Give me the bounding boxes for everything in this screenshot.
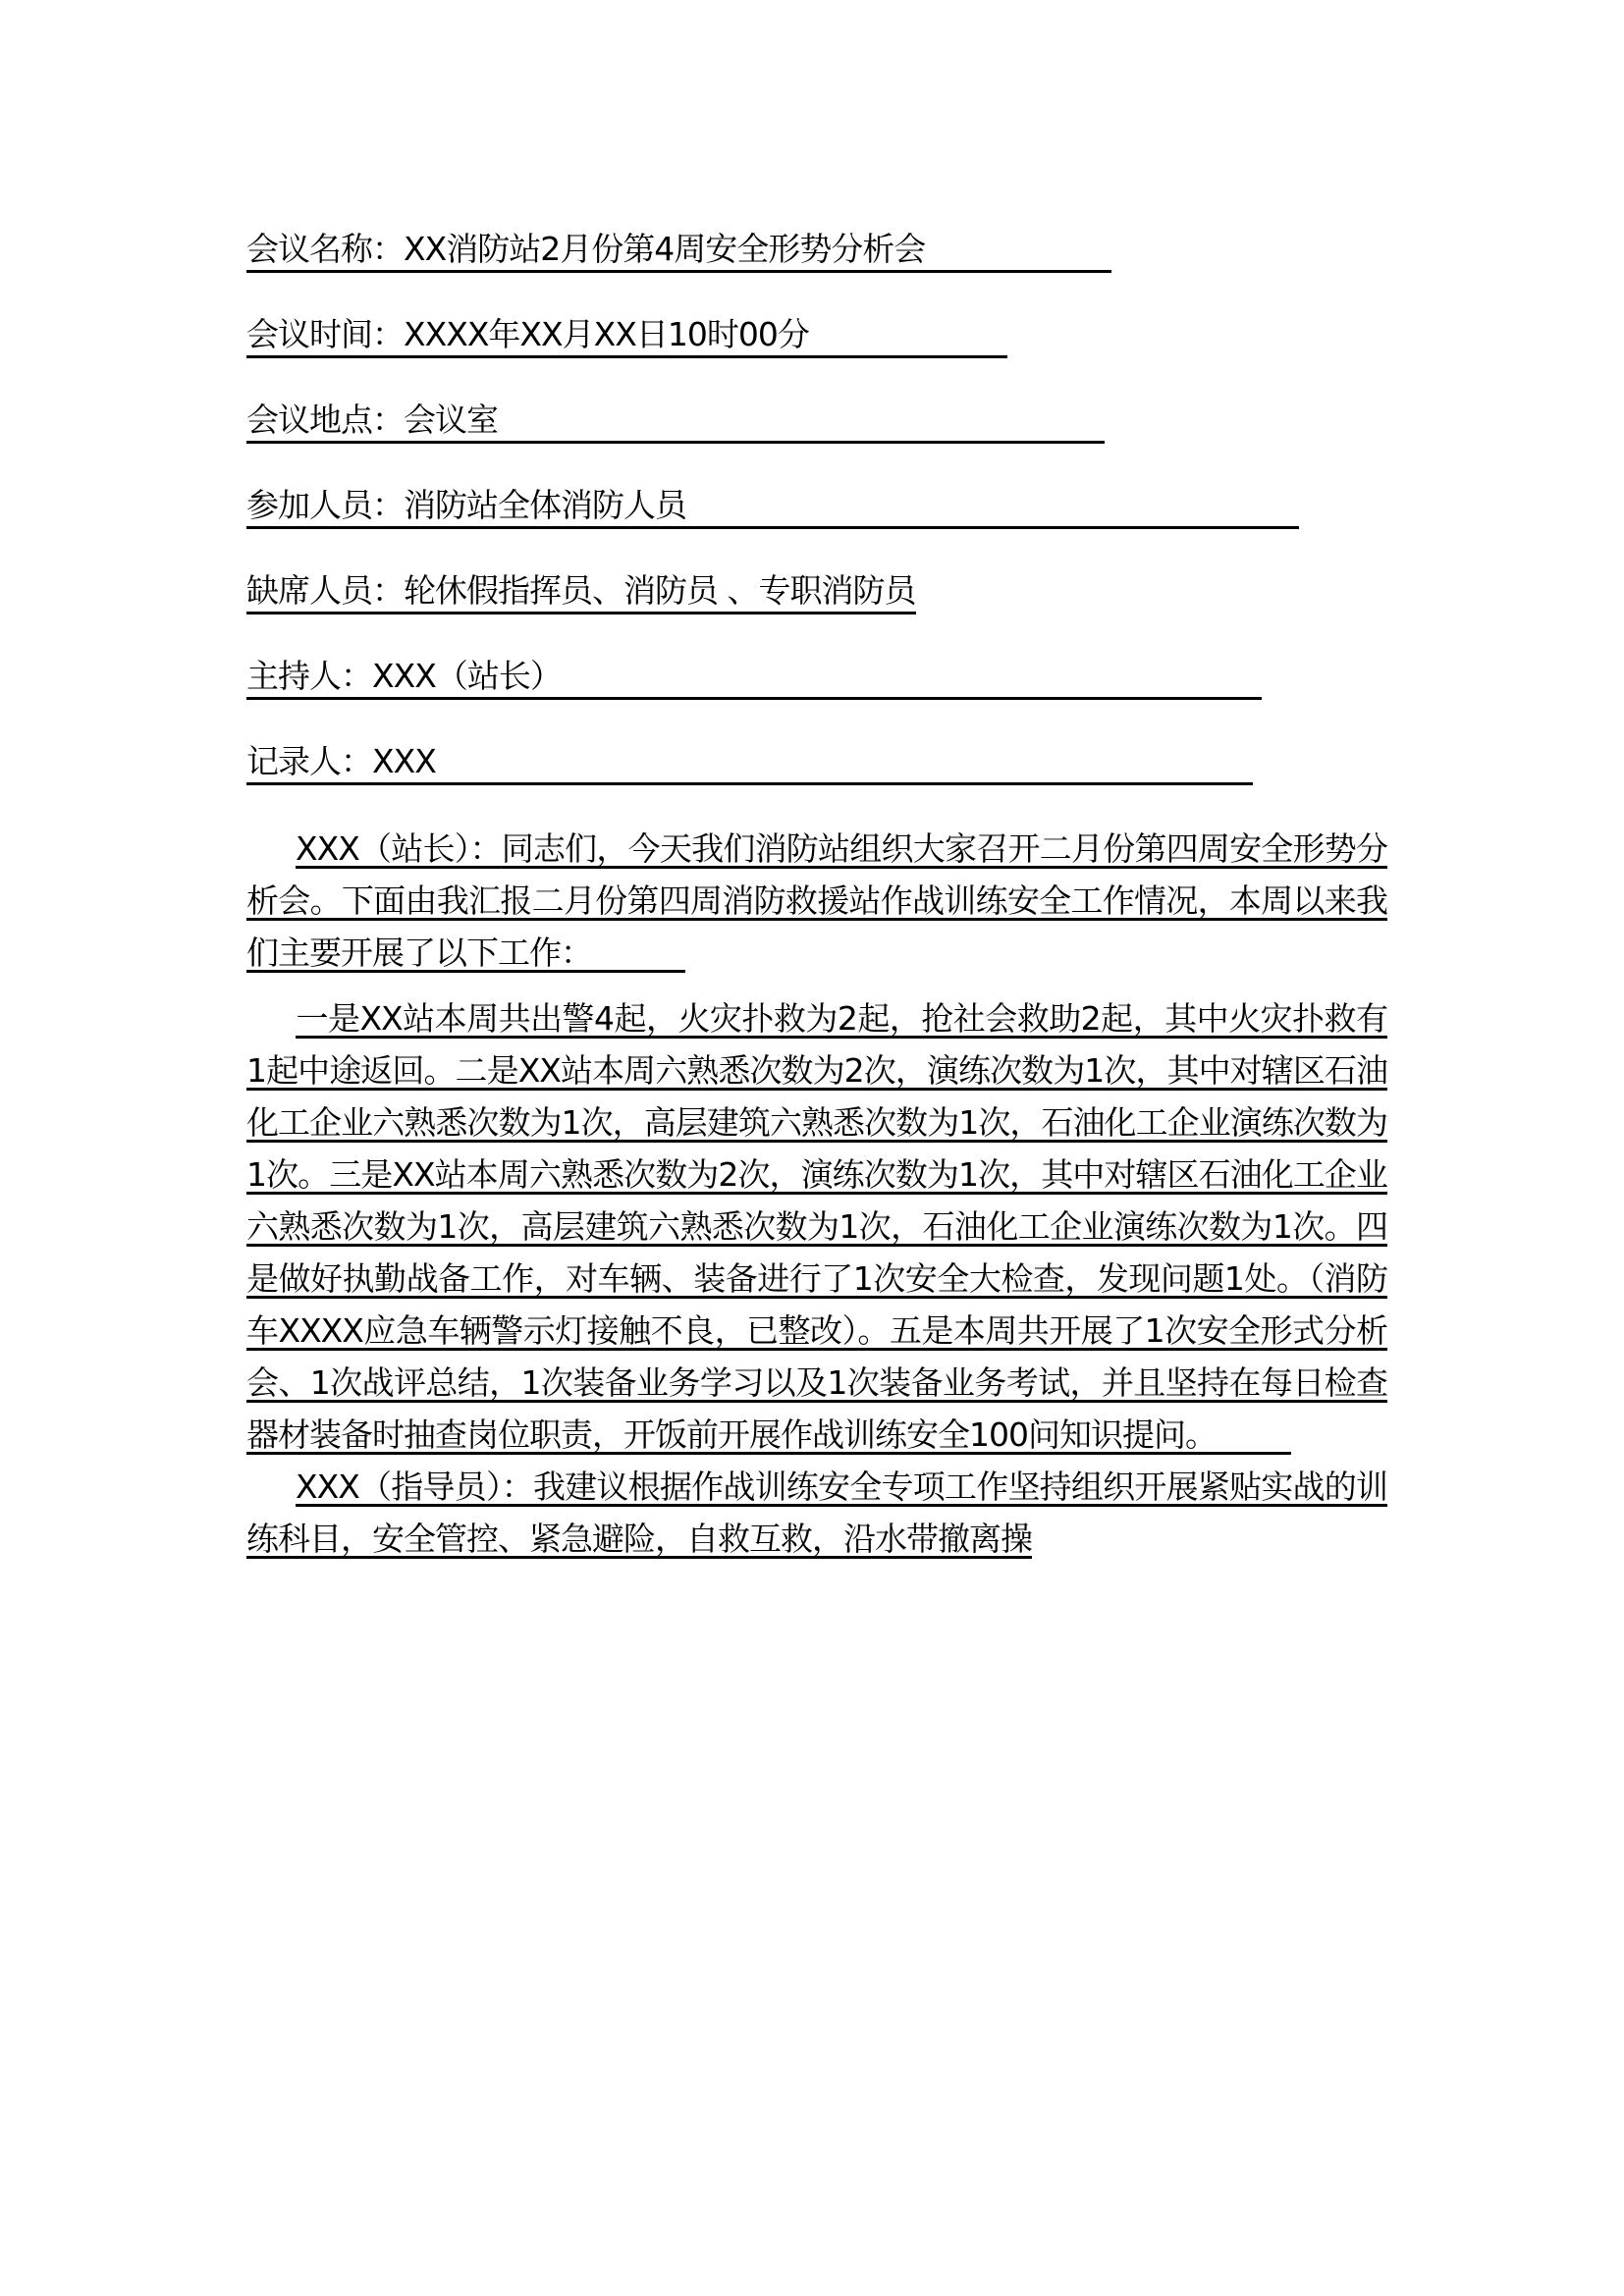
paragraph-work-summary (246, 992, 1387, 1461)
speaker-instructor: XXX（指导员）： (296, 1468, 533, 1506)
host-value: XXX（站长） (372, 657, 562, 695)
paragraph-text: 一是XX站本周共出警4起，火灾扑救为2起，抢社会救助2起，其中火灾扑救有1起中途返回。二是XX站本周六熟悉次数为2次，演练次数为1次，其中对辖区石油化工企业六熟悉次数为1次，高层建筑六熟悉次数为1次，石油化工企业演练次数为1次。三是XX站本周六熟悉次数为2次，演练次数为1次，其中对辖区石油化工企业六熟悉次数为1次，高层建筑六熟悉次数为1次，石油化工企业演练次数为1次。四是做好执勤战备工作，对车辆、装备进行了1次安全大检查，发现问题1处。（消防车XXXX应急车辆警示灯接触不良，已整改）。五是本周共开展了1次安全形式分析会、1次战评总结，1次装备业务学习以及1次装备业务考试，并且坚持在每日检查器材装备时抽查岗位职责，开饭前开展作战训练安全100问知识提问。 (246, 999, 1387, 1454)
host-field (246, 657, 1262, 714)
meeting-location-line (246, 400, 1105, 444)
meeting-time-line (246, 315, 1007, 358)
absentees-field (246, 571, 916, 628)
recorder-field (246, 742, 1253, 799)
meeting-location-label: 会议地点： (246, 400, 404, 439)
paragraph-text: 我建议根据作战训练安全专项工作坚持组织开展紧贴实战的训练科目，安全管控、紧急避险，自救互救，沿水带撤离操 (246, 1468, 1387, 1558)
absentees-value: 轮休假指挥员、消防员 、专职消防员 (404, 571, 916, 610)
speaker-station-chief: XXX（站长）： (296, 829, 502, 868)
meeting-name-field (246, 230, 1111, 287)
attendees-value: 消防站全体消防人员 (404, 486, 686, 524)
recorder-line (246, 742, 1253, 785)
paragraph-station-chief (246, 823, 1387, 979)
meeting-name-value: XX消防站2月份第4周安全形势分析会 (404, 230, 926, 268)
meeting-name-label: 会议名称： (246, 230, 404, 268)
attendees-field (246, 486, 1299, 543)
meeting-time-field (246, 315, 1007, 372)
meeting-location-value: 会议室 (404, 400, 498, 439)
meeting-time-value: XXXX年XX月XX日10时00分 (404, 315, 809, 353)
minutes-body (246, 823, 1387, 1565)
attendees-line (246, 486, 1299, 529)
meeting-name-line (246, 230, 1111, 273)
host-label: 主持人： (246, 657, 372, 695)
meeting-time-label: 会议时间： (246, 315, 404, 353)
recorder-value: XXX (372, 742, 436, 780)
recorder-label: 记录人： (246, 742, 372, 780)
meeting-location-field (246, 400, 1105, 457)
absentees-line (246, 571, 916, 614)
paragraph-text: 同志们，今天我们消防站组织大家召开二月份第四周安全形势分析会。下面由我汇报二月份第四周消防救援站作战训练安全工作情况，本周以来我们主要开展了以下工作： (246, 829, 1387, 972)
attendees-label: 参加人员： (246, 486, 404, 524)
host-line (246, 657, 1262, 700)
absentees-label: 缺席人员： (246, 571, 404, 610)
paragraph-instructor (246, 1461, 1387, 1565)
